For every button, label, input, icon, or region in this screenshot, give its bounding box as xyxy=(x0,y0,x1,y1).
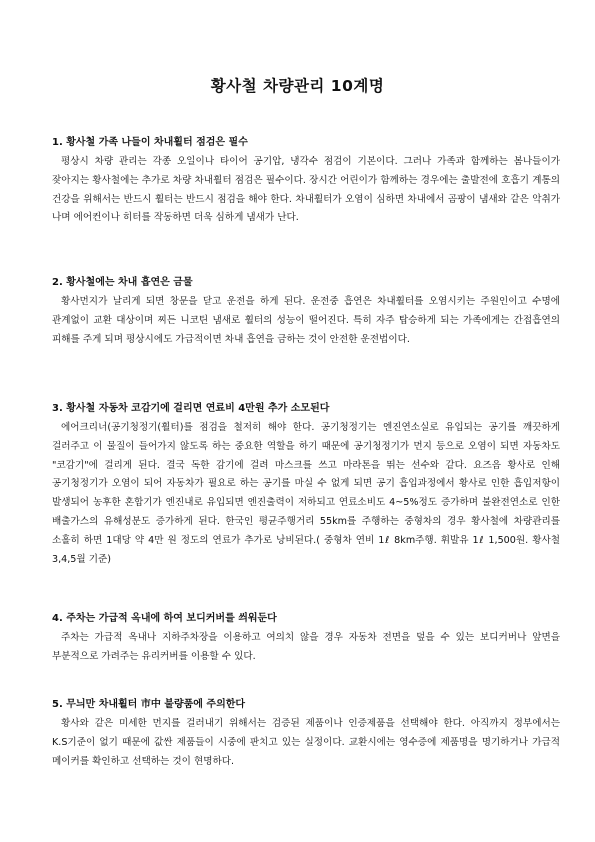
section-heading: 4. 주차는 가급적 옥내에 하여 보디커버를 씌워둔다 xyxy=(52,613,277,624)
section-3 xyxy=(52,402,560,569)
section-1 xyxy=(52,136,560,228)
section-body: 황사먼지가 날리게 되면 창문을 닫고 운전을 하게 된다. 운전중 흡연은 차내휠터를 오염시키는 주원인이고 수명에 관계없이 교환 대상이며 찌든 니코틴 냄새로 휠터의 성능이 떨어진다. 특히 자주 탑승하게 되는 가족에게는 간접흡연의 피해를 주게 되며 평상시에도 가급적이면 차내 흡연을 금하는 것이 안전한 운전법이다. xyxy=(52,296,560,345)
section-body: 주차는 가급적 옥내나 지하주차장을 이용하고 여의치 않을 경우 자동차 전면을 덮을 수 있는 보디커버나 앞면을 부분적으로 가려주는 유리커버를 이용할 수 있다. xyxy=(52,632,560,662)
section-5 xyxy=(52,698,560,771)
section-heading: 5. 무늬만 차내휠터 市中 불량품에 주의한다 xyxy=(52,699,246,710)
section-body: 평상시 차량 관리는 각종 오일이나 타이어 공기압, 냉각수 점검이 기본이다. 그러나 가족과 함께하는 봄나들이가 잦아지는 황사철에는 추가로 차량 차내휠터 점검은 필수이다. 장시간 어린이가 함께하는 경우에는 출발전에 호흡기 계통의 건강을 위해서는 반드시 휠터는 반드시 점검을 해야 한다. 차내휠터가 오염이 심하면 차내에서 곰팡이 냄새와 같은 악취가 나며 에어컨이나 히터를 작동하면 더욱 심하게 냄새가 난다. xyxy=(52,156,560,224)
section-4 xyxy=(52,612,560,667)
section-body: 에어크리너(공기청정기(휠터)를 점검을 철저히 해야 한다. 공기청정기는 엔진연소실로 유입되는 공기를 깨끗하게 걸러주고 이 물질이 들어가지 않도록 하는 중요한 역할을 하기 때문에 공기청정기가 먼지 등으로 오염이 되면 자동차도 "코감기"에 걸리게 된다. 결국 독한 감기에 걸려 마스크를 쓰고 마라톤을 뛰는 선수와 같다. 요즈음 황사로 인해 공기청정기가 오염이 되어 자동차가 필요로 하는 공기를 마실 수 없게 되면 공기 흡입과정에서 황사로 인한 흡입저항이 발생되어 농후한 혼합기가 엔진내로 유입되면 엔진출력이 저하되고 연료소비도 4~5%정도 증가하며 불완전연소로 인한 배출가스의 유해성분도 증가하게 된다. 한국인 평균주행거리 55km를 주행하는 중형차의 경우 황사철에 차량관리를 소홀히 하면 1대당 약 4만 원 정도의 연료가 추가로 낭비된다.( 중형차 연비 1ℓ 8km주행. 휘발유 1ℓ 1,500원. 황사철 3,4,5월 기준) xyxy=(52,422,560,565)
section-heading: 3. 황사철 자동차 코감기에 걸리면 연료비 4만원 추가 소모된다 xyxy=(52,403,330,414)
section-heading: 2. 황사철에는 차내 흡연은 금물 xyxy=(52,277,193,288)
section-body: 황사와 같은 미세한 먼지를 걸러내기 위해서는 검증된 제품이나 인증제품을 선택해야 한다. 아직까지 정부에서는 K.S기준이 없기 때문에 값싼 제품들이 시중에 판치고 있는 실정이다. 교환시에는 영수증에 제품명을 명기하거나 가급적 메이커를 확인하고 선택하는 것이 현명하다. xyxy=(52,718,560,767)
document-title: 황사철 차량관리 10계명 xyxy=(210,77,385,95)
section-2 xyxy=(52,276,560,349)
section-heading: 1. 황사철 가족 나들이 차내휠터 점검은 필수 xyxy=(52,137,248,148)
